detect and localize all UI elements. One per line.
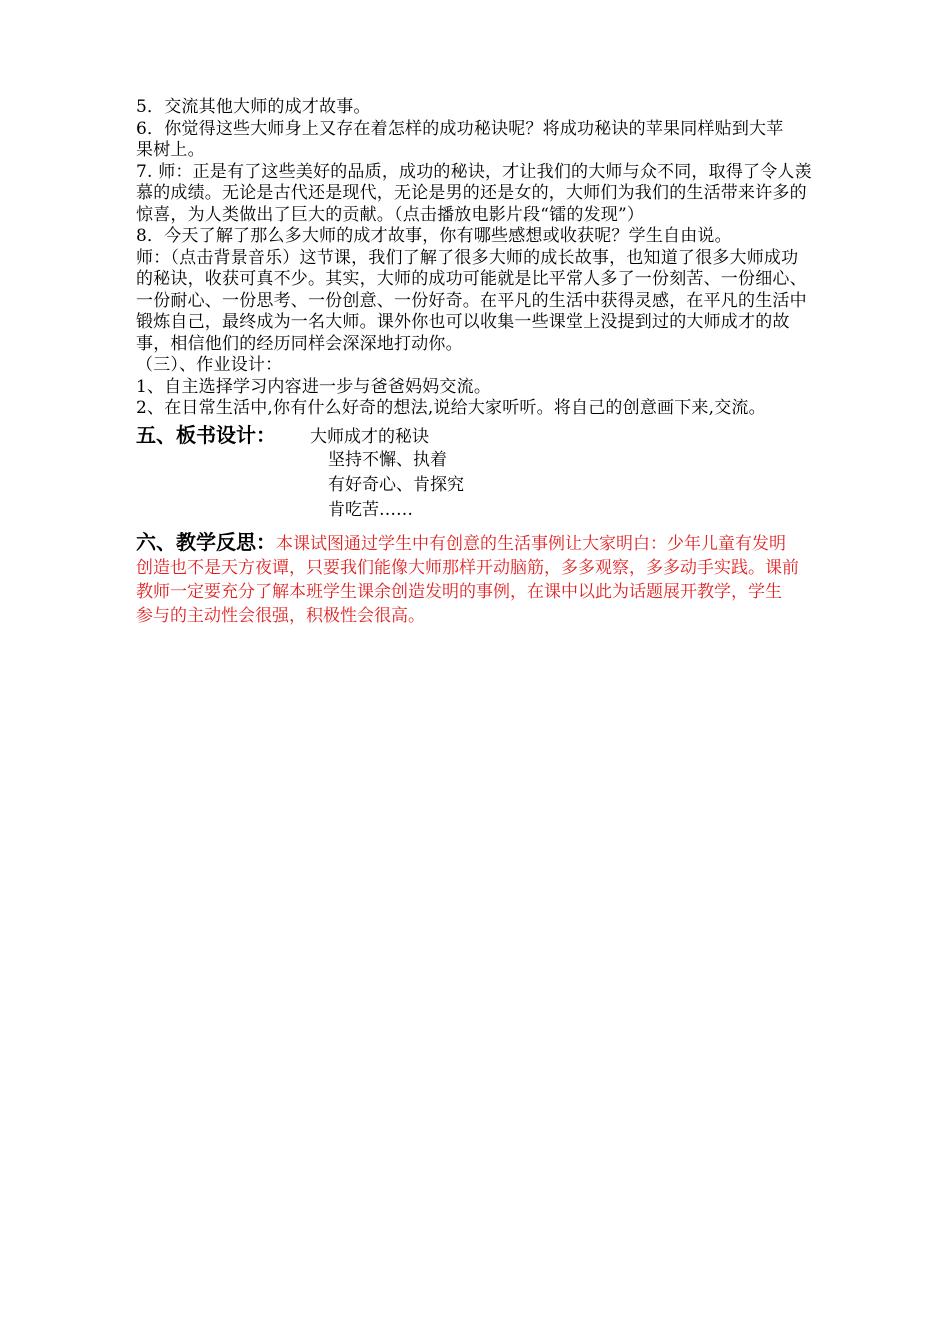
- reflection-text: 创造也不是天方夜谭，只要我们能像大师那样开动脑筋，多多观察，多多动手实践。课前: [136, 557, 799, 578]
- board-design-section: [136, 422, 864, 448]
- reflection-text: 本课试图通过学生中有创意的生活事例让大家明白：少年儿童有发明: [276, 533, 786, 554]
- text-line: （三）、作业设计：: [136, 355, 283, 375]
- text-line: 惊喜，为人类做出了巨大的贡献。（点击播放电影片段“镭的发现”）: [136, 204, 645, 225]
- text-line: 慕的成绩。无论是古代还是现代，无论是男的还是女的，大师们为我们的生活带来许多的: [136, 183, 807, 203]
- text-line: 一份耐心、一份思考、一份创意、一份好奇。在平凡的生活中获得灵感，在平凡的生活中: [136, 290, 807, 311]
- text-line: 的秘诀，收获可真不少。其实，大师的成功可能就是比平常人多了一份刻苦、一份细心、: [136, 269, 807, 289]
- board-item: 有好奇心、肯探究: [328, 474, 464, 495]
- reflection-heading: 六、教学反思：: [136, 529, 276, 554]
- reflection-text: 参与的主动性会很强，积极性会很高。: [136, 605, 425, 626]
- text-line: 锻炼自己，最终成为一名大师。课外你也可以收集一些课堂上没提到过的大师成才的故: [136, 312, 790, 332]
- reflection-text: 教师一定要充分了解本班学生课余创造发明的事例，在课中以此为话题展开教学，学生: [136, 581, 782, 602]
- text-line: 果树上。: [136, 140, 205, 160]
- text-line: 7. 师：正是有了这些美好的品质，成功的秘诀，才让我们的大师与众不同，取得了令人羡: [136, 161, 812, 182]
- board-design-heading: 五、板书设计：: [136, 422, 276, 447]
- reflection-section: [136, 529, 864, 628]
- text-line: 事，相信他们的经历同样会深深地打动你。: [136, 333, 463, 354]
- board-item: 坚持不懈、执着: [328, 449, 447, 470]
- board-title: 大师成才的秘诀: [310, 426, 429, 447]
- board-item: 肯吃苦……: [328, 499, 413, 520]
- text-line: 5．交流其他大师的成才故事。: [136, 97, 371, 117]
- text-line: 8．今天了解了那么多大师的成才故事，你有哪些感想或收获呢？学生自由说。: [136, 226, 732, 246]
- document-page: [136, 97, 864, 628]
- text-line: 2、在日常生活中,你有什么好奇的想法,说给大家听听。将自己的创意画下来,交流。: [136, 398, 766, 418]
- text-line: 6．你觉得这些大师身上又存在着怎样的成功秘诀呢？将成功秘诀的苹果同样贴到大苹: [136, 118, 784, 139]
- text-line: 1、自主选择学习内容进一步与爸爸妈妈交流。: [136, 376, 492, 397]
- text-line: 师：（点击背景音乐）这节课，我们了解了很多大师的成长故事，也知道了很多大师成功: [136, 247, 799, 268]
